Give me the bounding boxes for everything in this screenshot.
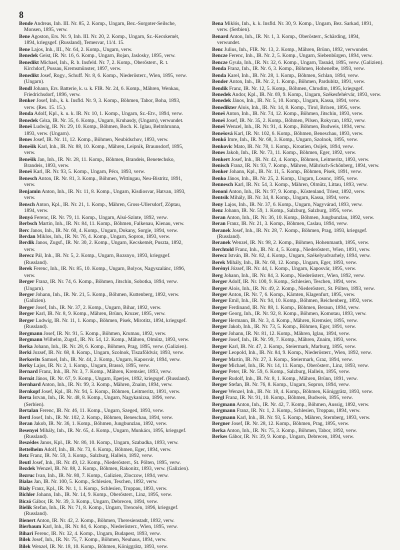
entry-surname: Beran <box>212 214 226 221</box>
list-entry <box>212 434 384 440</box>
entry-details: Wenzel, IR. Nr. 88, 2. Komp., Böhmen, Rakonitz, 1893, verw. (Galizien). <box>36 466 190 473</box>
entry-details: Jan, IR. Nr. 100, 5. Komp., Schlesien, Teschen, 1892, verw. <box>33 479 158 486</box>
entry-details: Mato, IR. Nr. 78, 1. Komp., Kroatien, Osijek, 1894, verw. <box>233 143 354 150</box>
entry-surname: Berecz <box>19 253 34 260</box>
entry-details: Adolf, IR. Nr. 100, 9. Komp., Schlesien, Teschen, 1894, verw. <box>228 279 358 286</box>
entry-details: Wenzel, Inh., IR. Nr. 91, 4. Komp., Böhmen, Budweis, 1894, verw. <box>226 124 366 131</box>
entry-details: Julius, Inh., FIR. Nr. 13, 2. Komp., Mähren, Brünn, 1892, verwundet. <box>224 46 369 53</box>
entry-surname: Bene <box>19 33 30 40</box>
list-entry <box>212 21 384 34</box>
entry-surname: Bezruc <box>19 472 35 479</box>
entry-details: Jan, Inh., IR. Nr. 28, 11. Komp., Böhmen, Brandeis, Benetechsko, Brandeis, 1893, verw. <box>24 156 175 169</box>
list-entry <box>19 318 191 331</box>
page-number: 8 <box>19 10 24 20</box>
entry-surname: Berbsch <box>19 221 38 228</box>
entry-details: Karl, IR. Nr. 8, 9. Komp., Mähren, Brünn, Kruzer, 1895, verw. <box>35 311 166 318</box>
entry-surname: Berger <box>212 382 228 389</box>
entry-details: Johann, IR. Nr. 59, 1. Komp., Salzburg, Salzburg, 1895, verw. <box>224 208 354 215</box>
right-column <box>212 21 384 533</box>
entry-surname: Berdik <box>19 240 35 247</box>
entry-surname: Beranek <box>212 240 231 247</box>
entry-surname: Beneš <box>19 124 32 131</box>
list-entry <box>19 292 191 305</box>
entry-surname: Beny <box>212 201 224 208</box>
entry-surname: Beranek <box>212 227 231 234</box>
entry-details: Adolf, Inh., IR. Nr. 73, 6. Komp., Böhmen, Eger, 1894, verw. <box>43 446 172 453</box>
entry-details: Anton, Kpl., IR. Nr. 21, 1. Komp., Mähren, Gross-Ullersdorf, Zöptau, 1894, verw. <box>24 201 181 215</box>
entry-surname: Berger <box>19 279 35 286</box>
entry-details: Franz, Inh., IR. Nr. 4, 5. Komp., Niederösterr., Wien, 1891, verw. <box>235 246 371 253</box>
list-entry <box>19 189 191 202</box>
entry-surname: Berger <box>212 388 228 395</box>
entry-details: Martin, IR. Nr. 27, 3. Komp., Steiermark, Graz, 1894, verw. <box>228 356 353 363</box>
entry-details: Ivan, Inh., IR. Nr. 80, 7. Komp., Galizien, Zloczow, 1894, verw. <box>35 472 169 479</box>
entry-details: Anton, IR. Nr. 42, 2. Komp., Böhmen, Theresienstadt, 1892, verw. <box>36 517 175 524</box>
entry-surname: Bergmann <box>212 408 236 415</box>
entry-details: Gyula, Inh., IR. Nr. 32, 6. Komp., Ungarn, Tasnád, 1895, verw. (Galizien). <box>228 59 384 66</box>
entry-surname: Berger <box>212 330 228 337</box>
entry-details: Mihály, Inh., IR. Nr. 60, 12. Komp., Ungarn, Eger, 1893, verw. <box>226 259 358 266</box>
entry-details: Ludwig, IR. Nr. 29, 10. Komp., Böhmen, Boch. K. Iglau, Belmhrunna, 1893, verw. (Ungarn). <box>24 124 181 137</box>
entry-surname: Bernát <box>19 375 35 382</box>
entry-details: Anton, Inh., IR. Nr. 2, 1. Komp., Böhmen, Pardubitz, 1891, verw. <box>229 79 366 86</box>
entry-details: Lajos, IR. Nr. 2, 1. Komp., Ungarn, Brassó, 1895, verw. <box>33 363 150 370</box>
entry-surname: Bierbaum <box>19 524 42 531</box>
entry-surname: Bergmann <box>19 337 43 344</box>
entry-details: Karl, Inh., IR. Nr. 88, 10. Komp., Mähren, Leipnik, Braunsdorf, 1895, verw. <box>24 143 184 157</box>
entry-surname: Beran <box>212 221 226 228</box>
entry-surname: Berger <box>19 304 35 311</box>
entry-details: Lajos, Inh., IR. Nr. 37, 6. Komp., Ungarn, Nagyvárad, 1893, verw. <box>224 201 363 208</box>
entry-surname: Benešik <box>19 143 37 150</box>
entry-details: Anton, Inh., IR. Nr. 36, 10. Komp., Böhmen, Jungbunzlau, 1892, verw. <box>226 214 375 221</box>
entry-details: Anton, Inh., IR. Nr. 97, 9. Komp., Küstenland, Triest, 1892, verw. <box>228 188 366 195</box>
entry-surname: Bender <box>212 79 229 86</box>
entry-surname: Benedek <box>212 91 232 98</box>
entry-surname: Bencze <box>212 59 228 66</box>
entry-details: Ludwig, IR. Nr. 11, 1. Komp., Böhmen, Pisek, Mirotitz, 1894, kriegsgef. (Russland). <box>24 317 187 331</box>
entry-details: Karl, Inh., IR. Nr. 93, 5. Komp., Mähren, Sternberg, 1893, verw. <box>236 414 371 421</box>
entry-details: Josef, Inh., IR. Nr. 37, 2. Komp., Ungarn, Bihar, 1892, verw. <box>35 304 162 311</box>
entry-surname: Benda <box>212 72 227 79</box>
entry-surname: Bilek <box>19 543 31 550</box>
entry-surname: Benesch <box>19 175 38 182</box>
entry-details: Andor, Kpl., IR. Nr. 69, 9. Komp., Ungarn, Székesfehérvár, 1893, verw. <box>232 91 382 98</box>
entry-surname: Benko <box>212 175 227 182</box>
entry-details: Jakob, Inh., IR. Nr. 73, 11. Komp., Böhmen, Eger, 1892, verw. <box>226 150 357 157</box>
entry-surname: Benkovic <box>212 143 233 150</box>
entry-surname: Benešik <box>19 156 37 163</box>
entry-details: Franz, IR. Nr. 91, 10. Komp., Böhmen, Budweis, 1895, verw. <box>225 395 354 402</box>
entry-surname: Bernard <box>19 369 38 376</box>
list-entry <box>19 124 191 137</box>
entry-details: Rudolf, Inh., IR. Nr. 8, 1. Komp., Mähren, Brünn, 1891, verw. <box>228 375 358 382</box>
entry-details: Janos, Kpl., IR. Nr. 86, 10. Komp., Ungarn, Szabadka, 1893, verw. <box>39 440 179 447</box>
entry-surname: Berdan <box>19 233 36 240</box>
entry-surname: Bendik <box>212 85 228 92</box>
list-entry <box>19 34 191 47</box>
entry-details: Karl, IR. Nr. 102, 6. Komp., Böhmen, Beneschau, 1893, verw. <box>234 130 364 137</box>
entry-details: Anton, Inh., IR. Nr. 74, 12. Komp., Böhmen, Jitschin, 1893, verw. <box>225 111 364 118</box>
entry-surname: Bialas <box>19 479 33 486</box>
entry-details: Anton, Inh., IR. Nr. 1, 3. Komp., Oberösterr., Schärding, 1894, verwundet. <box>217 33 360 47</box>
entry-surname: Berkovits <box>19 356 41 363</box>
entry-details: Franz, IR. Nr. 59, 3. Komp., Salzburg, Hallein, 1892, verw. <box>30 453 153 460</box>
entry-surname: Bennesch <box>212 182 234 189</box>
entry-surname: Berger <box>212 298 228 305</box>
entry-surname: Benkö <box>212 137 227 144</box>
entry-details: Alois, Inh., IR. Nr. 49, 2. Komp., Niederösterr., St. Pölten, 1893, verw. <box>228 285 375 292</box>
entry-surname: Berki <box>19 350 32 357</box>
entry-details: Anton, IR. Nr. 81, 3. Komp., Böhmen, Wittingau, Neu-Bistritz, 1891, verw. <box>24 175 183 189</box>
entry-surname: Benyó <box>19 214 33 221</box>
entry-details: Geist, IR. Nr. 16, 6. Komp., Ungarn, Bojan, Jaslosky, 1895, verw. <box>39 53 176 60</box>
entry-details: Wenzel, IR. Nr. 98, 2. Komp., Böhmen, Hohenmauth, 1895, verw. <box>231 240 370 247</box>
entry-surname: Beszédes <box>19 440 39 447</box>
entry-surname: Berky <box>19 363 33 370</box>
entry-surname: Bergner <box>212 421 231 428</box>
entry-details: Peter, IR. Nr. 59, 6. Komp., Salzburg, Hallein, 1895, verw. <box>228 369 351 376</box>
entry-surname: Berchtold <box>212 246 234 253</box>
entry-details: Ferdinand, IR. Nr. 88, 1. Komp., Böhmen, Beraun, 1894, verw. <box>228 304 360 311</box>
entry-surname: Berger <box>212 285 228 292</box>
entry-details: Karl, IR. Nr. 47, 2. Komp., Steiermark, Marburg, 1895, verw. <box>228 343 357 350</box>
list-entry <box>19 86 191 99</box>
entry-surname: Benedek <box>212 98 232 105</box>
entry-details: Samuel, Inh., IR. Nr. 44, 2. Komp., Ungarn, Kaposvár, 1894, verw. <box>41 356 181 363</box>
entry-surname: Bena <box>212 21 224 27</box>
entry-surname: Bialy <box>19 485 31 492</box>
entry-surname: Bencze <box>212 53 228 60</box>
entry-surname: Berecz <box>212 253 227 260</box>
entry-details: Lajos, Inh., III., Nr. 64, 2. Komp., Ungarn, verw. <box>31 46 133 53</box>
entry-surname: Berkes <box>212 434 228 440</box>
entry-surname: Bende <box>19 21 33 27</box>
entry-surname: Bichler <box>19 492 36 499</box>
entry-surname: Bergmann <box>212 401 236 408</box>
entry-details: Hermann, IR. Nr. 3, 4. Komp., Mähren, Kremsier, 1895, verw. <box>228 317 358 324</box>
entry-details: Wenzel, Inh., IR. Nr. 18, 4. Komp., Böhmen, Königgrätz, 1893, verw. <box>228 388 374 395</box>
entry-surname: Berger <box>19 317 35 324</box>
entry-surname: Bilek <box>19 537 31 544</box>
entry-surname: Bernhard <box>19 382 41 389</box>
entry-details: József, IR. Nr. 44, 1. Komp., Ungarn, Kaposvár, 1895, verw. <box>230 266 357 273</box>
entry-surname: Berger <box>212 292 228 299</box>
entry-surname: Beutl <box>19 459 31 466</box>
entry-surname: Benedek <box>19 117 39 124</box>
entry-details: Josef, IR. Nr. 28, 12. Komp., Böhmen, Prag, 1895, verw. <box>231 421 350 428</box>
entry-details: Jozsef, IR. Nr. 68, 8. Komp., Ungarn, Szolnok, Tiszaföldvár, 1893, verw. <box>32 350 185 357</box>
entry-details: Gábor, IR. Nr. 39, 9. Komp., Ungarn, Debrecen, 1894, verw. <box>228 434 355 440</box>
entry-details: Karl, IR. Nr. 93, 5. Komp., Ungarn, Pécs, 1893, verw. <box>33 169 146 176</box>
entry-details: Jakob, Inh., IR. Nr. 73, 5. Komp., Böhmen, Eger, 1891, verw. <box>228 324 357 331</box>
entry-details: Martin, Inh., IR. Nr. 84, 11. Komp., Böhmen, Falkenau, Kienau, verw. <box>38 221 185 228</box>
entry-surname: Berger <box>212 279 228 286</box>
list-entry <box>19 202 191 215</box>
entry-surname: Benes <box>212 150 225 157</box>
entry-surname: Benes <box>19 137 32 144</box>
entry-surname: Beran <box>19 421 33 428</box>
entry-details: Josef, IR. Nr. 11, 12. Komp., Böhmen, Neubidschov, 1893, verw. <box>33 137 169 144</box>
entry-details: Johann, IR. Nr. 81, 12. Komp., Mähren, Iglau, 1894, verw. <box>228 330 351 337</box>
entry-details: Karl, Inh., IR. Nr. 84, 6. Komp., Niederösterr., Wien, 1895, verw. <box>42 524 178 531</box>
entry-surname: Besenyei <box>19 427 39 434</box>
entry-details: Franz, IR. Nr. 12, 5. Komp., Böhmen, Chrudim, 1895, kriegsgef. <box>229 85 364 92</box>
list-entry <box>19 279 191 292</box>
entry-surname: Benard <box>212 33 229 40</box>
entry-surname: Berek <box>19 266 33 273</box>
entry-surname: Benjamin <box>19 188 41 195</box>
entry-details: Pál, Inh., IR. Nr. 5, 2. Komp., Ungarn, Rozsnyo, 1893, kriegsgef. (Russland). <box>24 253 171 266</box>
entry-surname: Berger <box>212 356 228 363</box>
entry-details: Josef, Inh., IR. Nr. 75, 7. Komp., Böhmen, Neuhaus, 1894, verw. <box>31 537 167 544</box>
entry-surname: Berger <box>212 343 228 350</box>
entry-surname: Bettelheim <box>19 446 43 453</box>
list-entry <box>19 144 191 157</box>
entry-details: Géza, IR. Nr. 35, 6. Komp., Ungarn, Kruhasdy, (Ungarn), verwundet. <box>39 117 184 124</box>
entry-details: Ferenc, IR. Nr. 32, 4. Komp., Ungarn, Budapest, 1893, verw. <box>34 530 161 537</box>
entry-details: Josef, Inh., k. k. Insfld. Nr. 9, 3. Komp., Böhmen, Tabor, Boha, 1893, verw. (Res. 15. 15.). <box>24 98 181 111</box>
entry-details: Wilhelm, Zugsf., IR. Nr. 54, 12. Komp., Mähren, Olmütz, 1893, verw. <box>43 337 190 344</box>
entry-details: Josef, Rogy., Schuff. Nr. 8, 6. Komp., Niederösterr., Wien, 1895, verw. (Ungarn). <box>24 72 187 86</box>
entry-surname: Berger <box>212 369 228 376</box>
entry-details: Agoston, Ers. Nr. 9, Inh. III. Nr. 20, 2. Komp., Ungarn, Sz.-Kecskemét, 1894, kriegsgef. (Russland), Temesvar, 11/4. 15. <box>24 33 180 47</box>
entry-surname: Bienert <box>19 517 36 524</box>
entry-details: Johann, Ers. Batterie, k. u. k. FIR. Nr. 24, 6. Komp., Mähren, Wenkau, Friedrichsdorf, 1896, verw. <box>24 85 180 98</box>
entry-surname: Berger <box>212 363 228 370</box>
entry-details: Anton, Inh., IR. Nr. 11, 8. Komp., Ungarn, Kisdiosvar, Hatvan, 1893, verw. <box>24 188 186 202</box>
entry-details: Ferenc, IR. Nr. 79, 11. Komp., Ungarn, Alsó-Szinte, 1892, verw. <box>34 214 168 221</box>
entry-details: Josef, Inh., IR. Nr. 102, 2. Komp., Böhmen, Beneschau, 1894, verw. <box>31 414 174 421</box>
entry-details: Miklos, Inh., IR. Nr. 76, 4. Komp., Ungarn, Sopron, 1893, verw. <box>36 233 171 240</box>
entry-surname: Bertl <box>19 414 31 421</box>
entry-surname: Berta <box>19 395 32 402</box>
entry-details: Ferenc, Inh., IR. Nr. 85, 10. Komp., Ungarn, Bolyos, Nagyszalánc, 1896, verw. <box>24 266 186 279</box>
list-entry <box>19 60 191 73</box>
entry-details: Franz, Inh., IR. Nr. 6, 3. Komp., Böhmen, Hohenelbe, 1893, verw. <box>227 66 365 73</box>
list-entry <box>19 266 191 279</box>
entry-details: János, Inh., IR. Nr. 5, 10. Komp., Ungarn, Kassa, 1894, verw. <box>232 98 361 105</box>
entry-surname: Betz <box>19 453 29 460</box>
entry-surname: Berger <box>212 350 228 357</box>
entry-surname: Benisch <box>212 162 230 169</box>
entry-surname: Berg <box>212 272 223 279</box>
entry-surname: Berger <box>212 375 228 382</box>
entry-surname: Berek <box>212 259 226 266</box>
entry-surname: Beneš <box>212 124 225 131</box>
entry-details: Johann, Inh., IR. Nr. 21, 5. Komp., Böhmen, Kuttenberg, 1892, verw. (Galizien). <box>24 292 180 305</box>
entry-surname: Benedikt <box>19 59 39 66</box>
entry-details: Miklós, Inh., k. k. Insfld. Nr. 30, 9. Komp., Ungarn, Bez. Sarkad, 1891, verw. (Serbien). <box>217 21 373 34</box>
entry-surname: Berger <box>19 311 35 318</box>
entry-details: Karel, Inh., IR. Nr. 28, 1. Komp., Böhmen, Schlan, 1894, verw. <box>227 72 359 79</box>
entry-details: Leopold, Inh., IR. Nr. 84, 9. Komp., Niederösterr., Wien, 1892, verw. <box>228 350 372 357</box>
entry-details: Franz, Inh., IR. Nr. 3, 7. Komp., Mähren, Kremsier, 1893, verw. <box>39 369 172 376</box>
entry-details: Franz, IR. Nr. 93, 7. Komp., Mähren, Mährisch-Schönberg, 1894, verw. <box>230 162 380 169</box>
entry-details: Janos, Inh., IR. Nr. 60, 4. Komp., Ungarn, Dokany, Sorgie, 1894, verw. <box>30 227 179 234</box>
list-entry <box>19 73 191 86</box>
entry-details: Franz, IR. Nr. 1, 2. Komp., Schlesien, Troppau, 1894, verw. <box>236 408 361 415</box>
entry-details: János, IR. Nr. 67, 9. Komp., Ungarn, Eperjes, 1892, kriegsgef. (Russland). <box>35 375 191 382</box>
list-entry <box>19 395 191 408</box>
list-entry <box>19 428 191 441</box>
entry-details: Johann, Inh., IR. Nr. 28, 6. Komp., Böhmen, Prag, 1895, verw. (Galizien). <box>33 343 188 350</box>
entry-details: Janos, Zugsf., IR. Nr. 30, 2. Komp., Ungarn, Kecskemét, Puszta, 1892, verw. <box>24 240 183 253</box>
entry-details: Anton, Inh., IR. Nr. 99, 3. Komp., Mähren, Znaim, 1894, verw. <box>41 382 173 389</box>
left-column <box>19 21 191 550</box>
entry-details: Josef, Inh., IR. Nr. 28, 7. Komp., Böhmen, Prag, 1893, kriegsgef. (Russland). <box>217 227 368 240</box>
entry-surname: Bergmann <box>19 330 43 337</box>
entry-details: Stefan, IR. Nr. 76, 8. Komp., Ungarn, Sopron, 1894, verw. <box>228 382 350 389</box>
entry-details: Anton, Inh., IR. Nr. 75, 3. Komp., Böhmen, Tabor, 1892, verw. <box>226 427 358 434</box>
entry-details: István, IR. Nr. 82, 4. Komp., Ungarn, Székelyudvarhely, 1894, verw. <box>228 253 371 260</box>
entry-surname: Benda <box>19 111 34 118</box>
entry-details: Josef, IR. Nr. 35, 2. Komp., Böhmen, Pilsen, Rokycan, 1892, verw. <box>226 117 366 124</box>
entry-details: Alois, Inh., IR. Nr. 14, 8. Komp., Tirol, Brixen, 1895, verw. <box>237 104 362 111</box>
entry-details: Stefan, Inh., IR. Nr. 71, 8. Komp., Ungarn, Trencsén, 1896, kriegsgef. (Russland). <box>24 504 179 518</box>
list-entry <box>19 21 191 34</box>
entry-surname: Benedikter <box>212 104 237 111</box>
entry-details: Johann, Inh., IR. Nr. 14, 9. Komp., Oberösterr., Linz, 1895, verw. <box>36 492 173 499</box>
entry-details: Michael, Inh., IR. Nr. 14, 11. Komp., Oberösterr., Linz, 1893, verw. <box>228 363 369 370</box>
entry-details: Ferenc, IR. Nr. 46, 11. Komp., Ungarn, Szeged, 1893, verw. <box>39 408 165 415</box>
entry-surname: Benkert <box>212 156 230 163</box>
entry-surname: Benešová <box>212 130 233 137</box>
list-entry <box>19 176 191 189</box>
entry-surname: Beneš <box>212 117 225 124</box>
entry-details: Emil, Inh., IR. Nr. 94, 10. Komp., Böhmen, Reichenberg, 1892, verw. <box>228 298 374 305</box>
entry-surname: Benker <box>19 98 36 105</box>
entry-surname: Beneš <box>19 169 32 176</box>
entry-surname: Bergl <box>212 395 225 402</box>
entry-surname: Berger <box>212 304 228 311</box>
entry-details: Anton, Inh., IR. Nr. 42, 7. Komp., Böhmen, Aussig, 1892, verw. <box>236 401 370 408</box>
entry-surname: Berger <box>212 337 228 344</box>
entry-details: Johann, Inh., IR. Nr. 84, 3. Komp., Niederösterr., Wien, 1892, verw. <box>223 272 365 279</box>
entry-details: Istvan, Inh., IR. Nr. 48, 8. Komp., Ungarn, Nagykanizsa, 1896, verw. (Serbien). <box>24 395 176 408</box>
entry-details: Josef, Inh., IR. Nr. 99, 7. Komp., Mähren, Znaim, 1893, verw. <box>228 337 358 344</box>
entry-surname: Bihari <box>19 530 34 537</box>
entry-details: Josef, Inh., IR. Nr. 49, 12. Komp., Niederösterr., St. Pölten, 1895, verw. <box>32 459 181 466</box>
entry-details: Franz, IR. Nr. 74, 6. Komp., Böhmen, Jitschin, Sobotka, 1894, verw. (Ungarn). <box>24 279 178 292</box>
entry-surname: Berger <box>19 292 35 299</box>
entry-details: Josef, IR. Nr. 91, 5. Komp., Böhmen, Krumau, 1892, verw. <box>43 330 167 337</box>
list-entry <box>19 157 191 170</box>
entry-details: Franz, Kpl., IR. Nr. 1, 1. Komp., Schlesien, Troppau, 1893, verw. <box>31 485 168 492</box>
entry-details: Karl, IR. Nr. 54, 3. Komp., Mähren, Olmütz, Littau, 1893, verw. <box>234 182 368 189</box>
entry-surname: Berger <box>212 317 228 324</box>
entry-surname: Berényi <box>212 266 230 273</box>
entry-surname: Bendl <box>19 85 32 92</box>
entry-details: Mihály, IR. Nr. 34, 8. Komp., Ungarn, Kassa, 1894, verw. <box>230 195 351 202</box>
entry-surname: Bergmann <box>212 414 236 421</box>
entry-surname: Benoni <box>212 188 228 195</box>
list-entry <box>19 98 191 111</box>
entry-details: Wenzel, IR. Nr. 18, 10. Komp., Böhmen, Königgrätz, 1893, verw. <box>31 543 169 550</box>
entry-surname: Benedek <box>19 53 39 60</box>
entry-surname: Bertalan <box>19 408 39 415</box>
list-entry <box>212 34 384 47</box>
entry-details: Ferenc, Inh., IR. Nr. 2, 5. Komp., Ungarn, Siebenbürgen, 1894, verw. <box>228 53 373 60</box>
entry-surname: Benedikt <box>19 72 39 79</box>
entry-details: Franz, IR. Nr. 21, 3. Komp., Böhmen, Caslau, 1894, verw. <box>226 221 348 228</box>
entry-surname: Berka <box>19 343 33 350</box>
entry-details: Gábor, IR. Nr. 39, 3. Komp., Ungarn, Debrecen, 1894, verw. <box>32 498 159 505</box>
list-entry <box>19 544 191 550</box>
entry-surname: Bene <box>19 46 30 53</box>
list-entry <box>212 228 384 241</box>
entry-surname: Berger <box>212 311 228 318</box>
list-entry <box>19 240 191 253</box>
entry-details: Anton, IR. Nr. 7, 6. Komp., Kärnten, Klagenfurt, 1895, verw. <box>228 292 356 299</box>
entry-details: Imre, Inh., IR. Nr. 68, 3. Komp., Ungarn, Szolnok, 1895, verw. <box>227 137 359 144</box>
entry-details: János, Inh., IR. Nr. 25, 2. Komp., Ungarn, Losonc, 1895, verw. <box>227 175 359 182</box>
entry-surname: Bensch <box>19 201 35 208</box>
entry-surname: Biczó <box>19 498 32 505</box>
entry-details: Andreas, Inh. III. Nr. 85, 2. Komp., Ungarn, Bez.-Sorgoter-Seilsche, Monsen, 1895, verw. <box>24 21 176 34</box>
entry-details: Michael, Inh., R. b. Insfeld. Nr. 7, 2. Komp., Oberösterr., R. t. Kirchdorf, Pussau, Kremsmünster, 1897, verw. <box>24 59 169 73</box>
entry-surname: Beneš <box>212 111 225 118</box>
entry-surname: Berka <box>212 427 226 434</box>
entry-surname: Bielik <box>19 504 32 511</box>
entry-surname: Benc <box>212 46 223 53</box>
entry-details: Georg, Inh., IR. Nr. 92, 8. Komp., Böhmen, Komotau, 1893, verw. <box>228 311 367 318</box>
entry-surname: Bezdek <box>19 466 36 473</box>
entry-surname: Benker <box>212 169 229 176</box>
entry-surname: Bentsik <box>212 195 229 202</box>
entry-surname: Berc <box>19 227 30 234</box>
entry-details: Johann, Kpl., IR. Nr. 11, 5. Komp., Böhmen, Pisek, 1891, verw. <box>229 169 362 176</box>
entry-surname: Benz <box>212 208 223 215</box>
entry-details: Mihály, Inh., IR. Nr. 65, 4. Komp., Ungarn, Munkács, 1895, kriegsgef. (Russland). <box>24 427 187 440</box>
entry-details: Josef, Inh., IR. Nr. 42, 4. Komp., Böhmen, Leitmeritz, 1893, verw. <box>231 156 370 163</box>
entry-surname: Benda <box>212 66 227 73</box>
entry-details: Adolf, Kpl., k. u. k. IR. Nr. 10, 1. Komp., Ungarn, Sz.-Etv., 1894, verw. <box>34 111 183 118</box>
entry-details: Josef, Kpl., IR. Nr. 94, 5. Komp., Böhmen, Leitmeritz, 1891, verw. <box>41 388 181 395</box>
entry-details: Jakob, IR. Nr. 36, 1. Komp., Böhmen, Jungbunzlau, 1892, verw. <box>33 421 168 428</box>
entry-surname: Berger <box>212 324 228 331</box>
entry-surname: Bernkopf <box>19 388 41 395</box>
list-entry <box>19 505 191 518</box>
list-entry <box>19 253 191 266</box>
